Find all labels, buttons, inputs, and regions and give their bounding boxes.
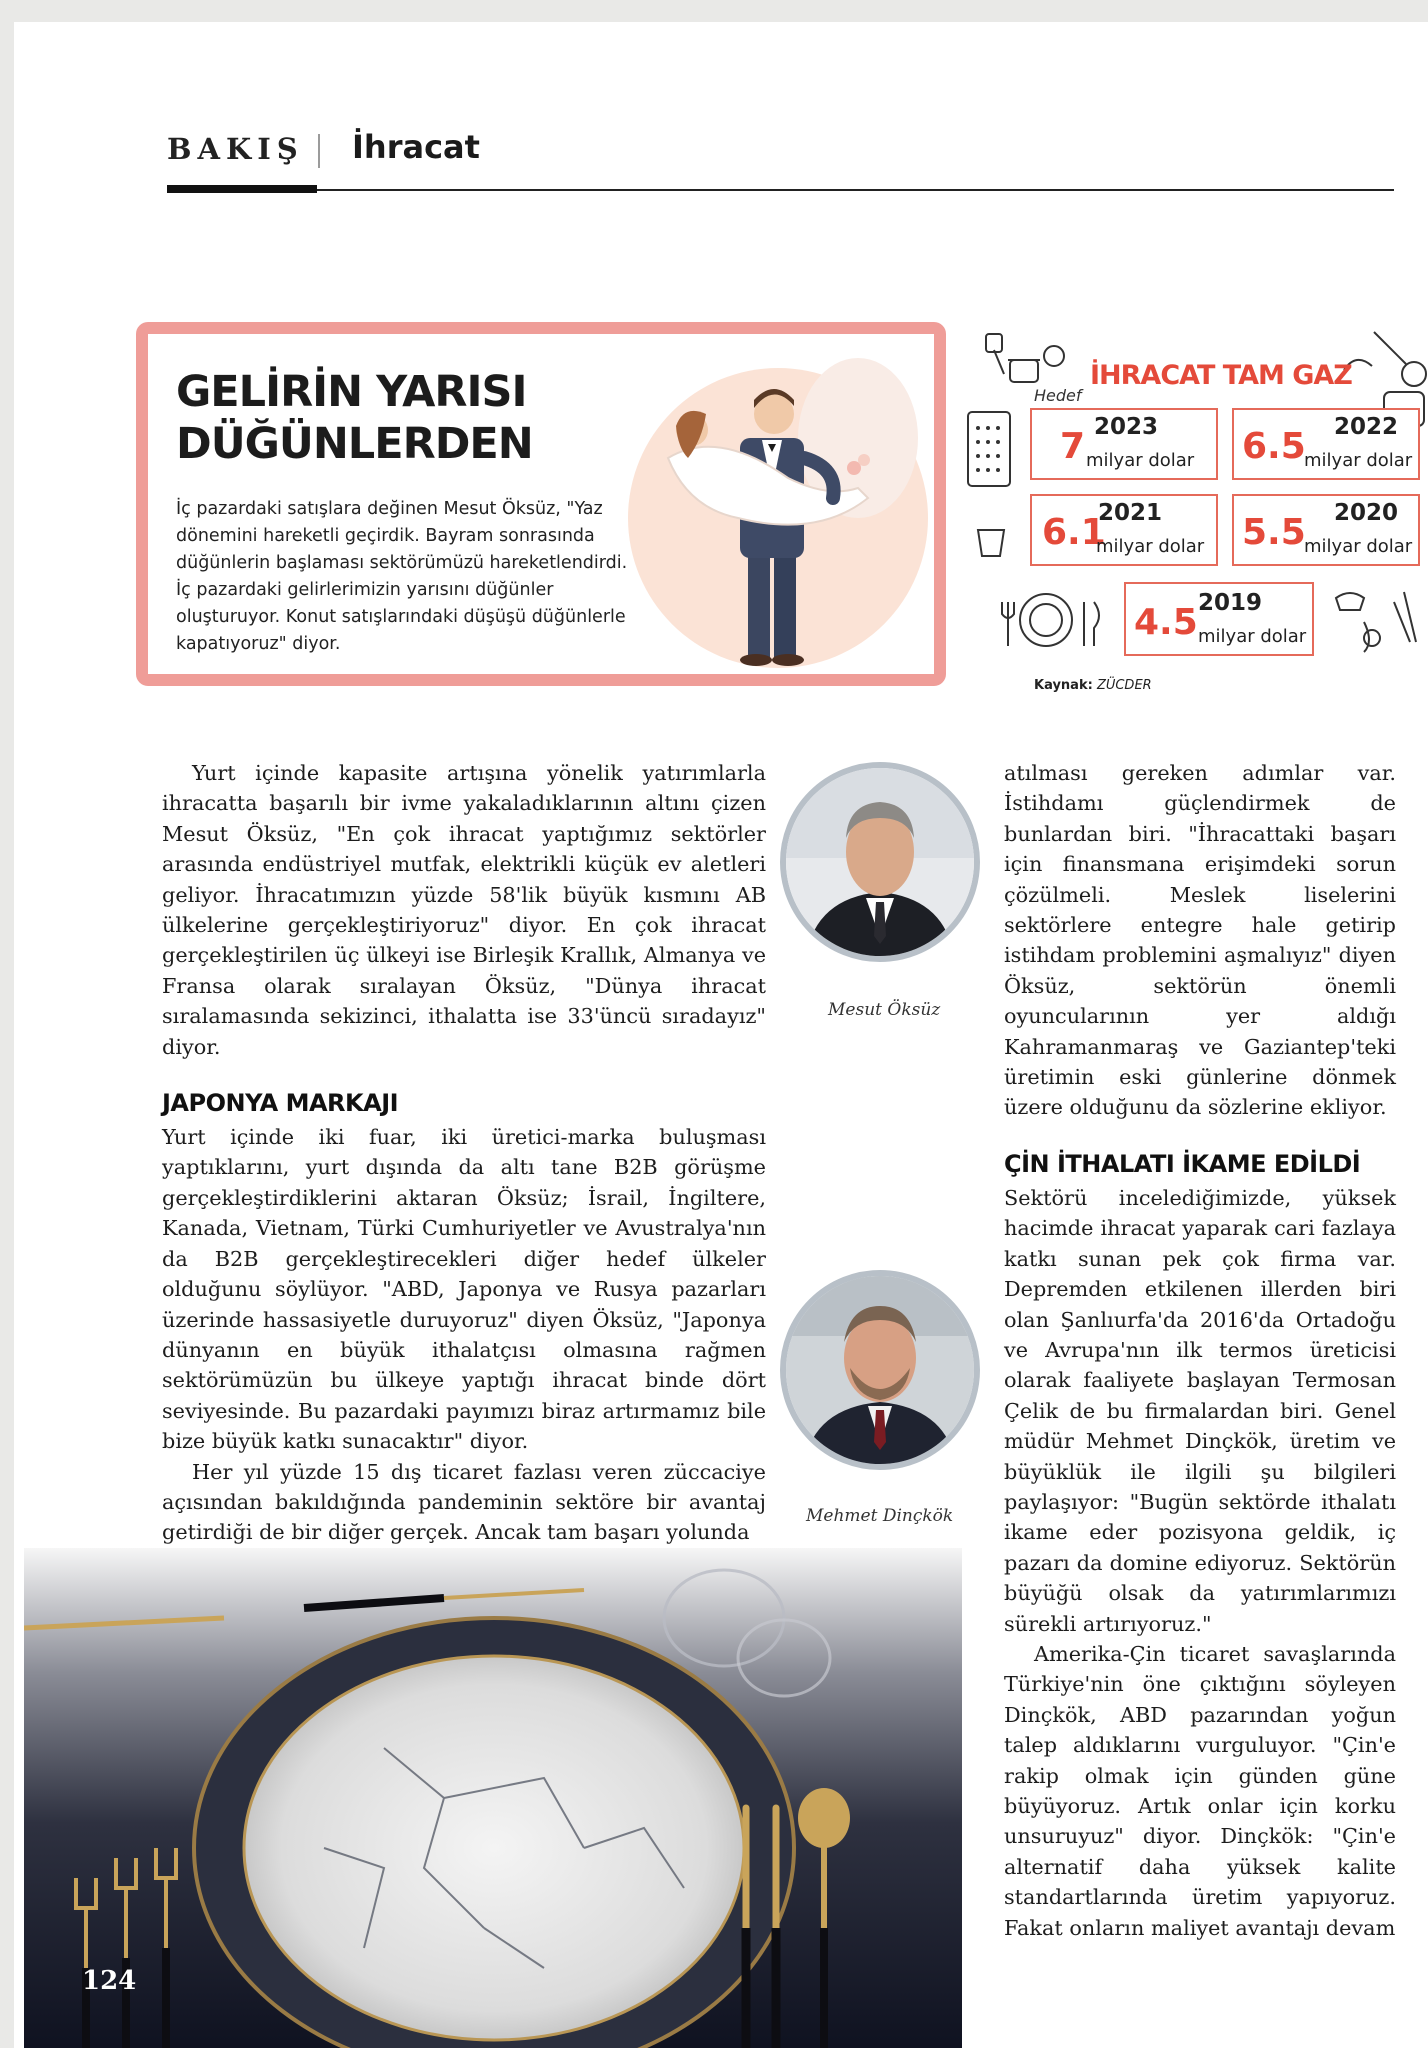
magazine-page <box>14 22 1428 2048</box>
article-left-column <box>162 758 766 1548</box>
stat-unit: milyar dolar <box>1198 626 1307 647</box>
portrait-mehmet-dinckok <box>780 1270 980 1470</box>
stat-unit: milyar dolar <box>1304 450 1413 471</box>
stat-year: 2023 <box>1094 414 1159 440</box>
target-label: Hedef <box>1034 386 1082 405</box>
portrait-mesut-oksuz <box>780 762 980 962</box>
portrait-caption: Mehmet Dinçkök <box>806 1506 954 1526</box>
paragraph: Sektörü incelediğimizde, yüksek hacimde ihracat yaparak cari fazlaya katkı sunan pek çok firma var. Depremden etkilenen illerden biri olan Şanlıurfa'da 2016'da Ortadoğu ve Avrupa'nın ilk termos üreticisi olarak faaliyete başlayan Termosan Çelik de bu firmalardan biri. Genel müdür Mehmet Dinçkök, üretim ve büyüklük ile ilgili şu bilgileri paylaşıyor: "Bugün sektörde ithalatı ikame eder pozisyona geldik, iç pazarı da domine ediyoruz. Sektörün büyüğü olsak da yatırımlarımızı sürekli artırıyoruz." <box>1004 1185 1396 1636</box>
header-rule <box>167 189 1394 191</box>
paragraph: Her yıl yüzde 15 dış ticaret fazlası veren züccaciye açısından bakıldığında pandeminin sektöre bir avantaj getirdiği de bir diğer gerçek. Ancak tam başarı yolunda <box>162 1459 766 1545</box>
stat-year: 2019 <box>1198 590 1263 616</box>
infographic-title: İHRACAT TAM GAZ <box>1090 360 1352 391</box>
source-value: ZÜCDER <box>1096 678 1152 693</box>
stat-year: 2020 <box>1334 500 1399 526</box>
page-number: 124 <box>82 1966 137 1996</box>
header-divider <box>318 134 320 168</box>
stat-value: 5.5 <box>1242 512 1306 553</box>
sidebar-title <box>176 366 596 470</box>
sidebar-title-line-1: GELİRİN YARISI <box>176 367 527 417</box>
stat-value: 6.5 <box>1242 426 1306 467</box>
article-right-column <box>1004 758 1396 1943</box>
stat-box-2022 <box>1232 408 1420 480</box>
stat-value: 7 <box>1060 426 1086 467</box>
section-label: BAKIŞ <box>167 132 304 166</box>
source-note <box>1034 678 1152 693</box>
wedding-couple-illustration <box>628 348 938 674</box>
header-rule-accent <box>167 185 317 193</box>
paragraph: Yurt içinde kapasite artışına yönelik yatırımlarla ihracatta başarılı bir ivme yakaladıklarının altını çizen Mesut Öksüz, "En çok ihracat yaptığımız sektörler arasında endüstriyel mutfak, elektrikli küçük ev aletleri geliyor. İhracatımızın yüzde 58'lik büyük kısmını AB ülkelerine gerçekleştiriyoruz" diyor. En çok ihracat gerçekleştirilen üç ülkeyi ise Birleşik Krallık, Almanya ve Fransa olarak sıralayan Öksüz, "Dünya ihracat sıralamasında sekizinci, ithalatta ise 33'üncü sıradayız" diyor. <box>162 761 766 1059</box>
portrait-image <box>786 768 974 956</box>
tableware-photo <box>24 1548 962 2048</box>
paragraph: atılması gereken adımlar var. İstihdamı güçlendirmek de bunlardan biri. "İhracattaki başarı için finansmana erişimdeki sorun çözülmeli. Meslek liselerini sektörlere entegre hale getirip istihdam problemini aşmalıyız" diyen Öksüz, sektörün önemli oyuncularının yer aldığı Kahramanmaraş ve Gaziantep'teki üretimin eski günlerine dönmek üzere olduğunu da sözlerine ekliyor. <box>1004 761 1396 1120</box>
sidebar-title-line-2: DÜĞÜNLERDEN <box>176 419 533 469</box>
sidebar-box <box>136 322 946 686</box>
sidebar-body: İç pazardaki satışlara değinen Mesut Öksüz, "Yaz dönemini hareketli geçirdik. Bayram sonrasında düğünlerin başlaması sektörümüzü hareketlendirdi. İç pazardaki gelirlerimizin yarısını düğünler oluşturuyor. Konut satışlarındaki düşüşü düğünlerle kapatıyoruz" diyor. <box>176 499 628 654</box>
stat-unit: milyar dolar <box>1086 450 1195 471</box>
portrait-image <box>786 1276 974 1464</box>
source-label: Kaynak: <box>1034 678 1093 693</box>
stat-box-2019 <box>1124 582 1314 656</box>
export-infographic <box>964 312 1428 702</box>
stat-unit: milyar dolar <box>1096 536 1205 557</box>
subheading: ÇİN İTHALATI İKAME EDİLDİ <box>1004 1149 1361 1178</box>
subheading: JAPONYA MARKAJI <box>162 1089 399 1118</box>
stat-value: 4.5 <box>1134 602 1198 643</box>
stat-year: 2021 <box>1098 500 1163 526</box>
stat-year: 2022 <box>1334 414 1399 440</box>
paragraph: Amerika-Çin ticaret savaşlarında Türkiye'nin öne çıktığını söyleyen Dinçkök, ABD pazarından yoğun talep aldıklarını vurguluyor. "Çin'e rakip olmak için günden güne büyüyoruz. Artık onlar için korku unsuruyuz" diyor. Dinçkök: "Çin'e alternatif daha yüksek kalite standartlarında üretim yapıyoruz. Fakat onların maliyet avantajı devam <box>1004 1641 1396 1940</box>
portrait-caption: Mesut Öksüz <box>828 1000 941 1020</box>
stat-box-2020 <box>1232 494 1420 566</box>
paragraph: Yurt içinde iki fuar, iki üretici-marka buluşması yaptıklarını, yurt dışında da altı tane B2B görüşme gerçekleştirdiklerini aktaran Öksüz; İsrail, İngiltere, Kanada, Vietnam, Türki Cumhuriyetler ve Avustralya'nın da B2B gerçekleştirecekleri diğer hedef ülkeler olduğunu söylüyor. "ABD, Japonya ve Rusya pazarları üzerinde hassasiyetle duruyoruz" diyen Öksüz, "Japonya dünyanın en büyük ithalatçısı olmasına rağmen sektörümüzün bu ülkeye yaptığı ihracat binde dört seviyesinde. Bu pazardaki payımızı biraz artırmamız bile bize büyük katkı sunacaktır" diyor. <box>162 1125 766 1454</box>
stat-value: 6.1 <box>1042 512 1106 553</box>
topic-label: İhracat <box>352 128 480 166</box>
stat-box-2023 <box>1030 408 1218 480</box>
stat-unit: milyar dolar <box>1304 536 1413 557</box>
stat-box-2021 <box>1030 494 1218 566</box>
